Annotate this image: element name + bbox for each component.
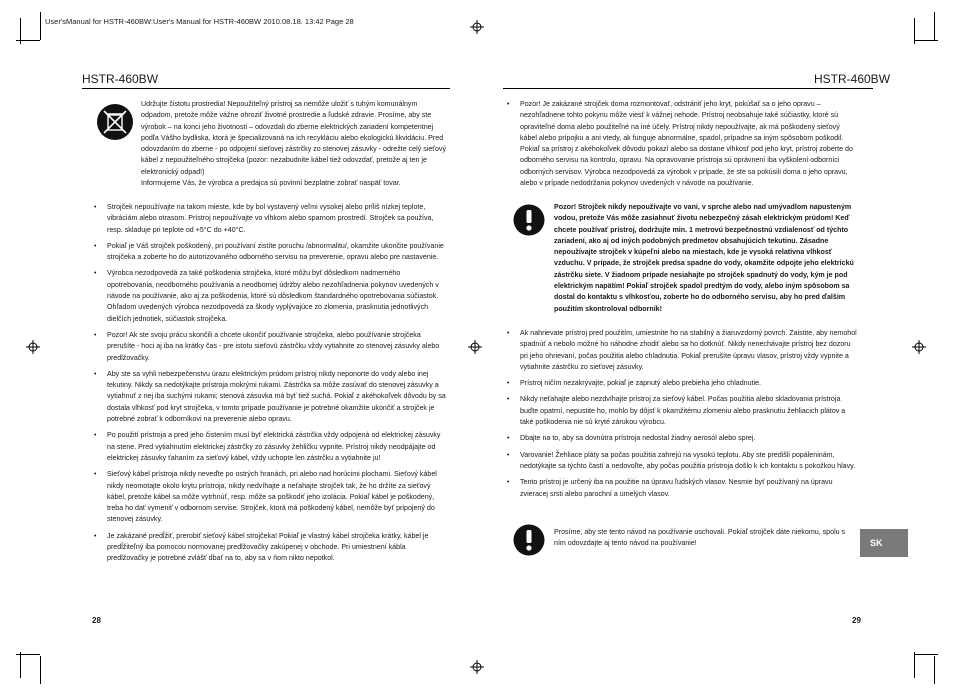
warning-bold-text: Pozor! Strojček nikdy nepoužívajte vo vani, v sprche alebo nad umývadlom napusteným vodou, pretože Vás môže zasiahnuť životu nebezpečný zásah elektrickým prúdom! Keď chcete používať prístroj, dodržujte min. 1 metrovú bezpečnostnú vzdialenosť od týchto zariadení, ako aj od iných podobných predmetov obsahujúcich tekutinu. Zásadne nepoužívajte strojček v kúpeľni alebo na miestach, kde je vysoká relatívna vlhkosť vzduchu. V prípade, že strojček predsa spadne do vody, okamžite odpojte jeho elektrickú zástrčku siete. V žiadnom prípade nesiahajte po strojček spadnutý do vody, kým je pod elektrickým napätím! Pokiaľ strojček spadol predtým do vody, alebo iným spôsobom sa dostal do kontaktu s vlhkosťou, zoberte ho do odborného servisu, aby ho pred ďalším použitím skontroloval odborník! bbox=[554, 203, 854, 313]
list-item: • Pokiaľ je Váš strojček poškodený, pri používaní zistíte poruchu /abnormalitu/, okamžite ukončite používanie strojčeka a zoberte ho do autorizovaného odborného servisu na preverenie, opravu alebo pre nastavenie. bbox=[107, 241, 447, 264]
registration-mark-icon bbox=[470, 20, 484, 34]
list-item: • Pozor! Je zakázané strojček doma rozmontovať, odstrániť jeho kryt, pokúšať sa o jeho opravu – nezohľadnene tohto pokynu môže viesť k vážnej nehode. Prístroj neobsahuje také súčiastky, ktoré sú opraviteľné doma alebo použiteľné na iné účely. Prístroj nikdy nepoužívajte, ak má poškodený sieťový kábel alebo prípojku a ani vtedy, ak funguje abnormálne, spadol, prípadne sa iným spôsobom poškodil. Pokiaľ sa prístroj z akéhokoľvek dôvodu pokazí alebo sa dostane vlhkosť pod jeho kryt, prístroj zoberte do odborného servisu na kontrolu, opravu. Na opravovanie prístroja sú oprávnení iba vyškolení odborníci odborných servisov. Výrobca nezodpovedá za výrobok v prípade, že ste sa pokúsili doma o jeho opravu, alebo v prípade nedodržania pokynov uvedených v návode na používanie. bbox=[520, 99, 858, 189]
list-item: • Tento prístroj je určený iba na použitie na úpravu ľudských vlasov. Nesmie byť používaný na úpravu zvieracej srsti alebo parochní a umelých vlasov. bbox=[520, 477, 858, 500]
warning-exclamation-icon bbox=[513, 524, 545, 556]
recycle-text-2: Informujeme Vás, že výrobca a predajca sú povinní bezplatne zobrať naspäť tovar. bbox=[141, 179, 401, 188]
left-model-title: HSTR-460BW bbox=[82, 72, 159, 86]
right-header-rule bbox=[503, 88, 873, 89]
list-item: • Po použití prístroja a pred jeho čistením musí byť elektrická zástrčka vždy odpojená od elektrickej zásuvky na stene. Pred vytiahnutím elektrickej zástrčky zo zásuvky žehličku vypnite. Prístroj nikdy neodpájajte od elektrickej zásuvky ťahaním za sieťový kábel, vždy uchopte len zástrčku a vytiahnite ju! bbox=[107, 430, 447, 464]
registration-mark-icon bbox=[26, 340, 40, 354]
right-model-title: HSTR-460BW bbox=[814, 72, 891, 86]
crop-mark bbox=[20, 652, 21, 678]
list-item: • Je zakázané predĺžiť, prerobiť sieťový kábel strojčeka! Pokiaľ je vlastný kábel strojčeka krátky, kábel je predĺžiteľný iba pomocou normovanej predlžovačky zakúpenej v obchode. Pri umiestnení kábla predlžovačky je potrebné zvlášť dbať na to, aby sa v ňom nikto nepotkol. bbox=[107, 531, 447, 565]
right-page-number: 29 bbox=[852, 616, 861, 625]
list-item: • Strojček nepoužívajte na takom mieste, kde by bol vystavený veľmi vysokej alebo príliš nízkej teplote, vibráciám alebo otrasom. Prístroj nepoužívajte vo vlhkom alebo sparnom prostredí. Strojček sa používa, resp. skladuje pri teplote od +5°C do +40°C. bbox=[107, 202, 447, 236]
left-header-rule bbox=[82, 88, 450, 89]
registration-mark-icon bbox=[912, 340, 926, 354]
crop-mark bbox=[16, 40, 40, 41]
print-header: User'sManual for HSTR-460BW:User's Manual for HSTR-460BW 2010.08.18. 13:42 Page 28 bbox=[45, 17, 354, 26]
left-page-number: 28 bbox=[92, 616, 101, 625]
list-item: • Sieťový kábel prístroja nikdy neveďte po ostrých hranách, pri alebo nad horúcimi plochami. Sieťový kábel nikdy neomotajte okolo krytu prístroja, nikdy nedvíhajte a neťahajte strojček tak, že ho držíte za sieťový kábel, pretože kábel sa môže vytrhnúť, resp. môže sa poškodiť jeho izolácia. Pokiaľ kábel je poškodený, treba ho dať vymeniť v odbornom servise. Strojček, ktorá má poškodený kábel, nemôže byť pripojený do stenovej zásuvky. bbox=[107, 469, 447, 525]
registration-mark-icon bbox=[468, 340, 482, 354]
warning-exclamation-icon bbox=[513, 204, 545, 236]
list-item: • Nikdy neťahajte alebo nezdvíhajte prístroj za sieťový kábel. Počas použitia alebo skladovania prístroja buďte opatrní, nepustite ho, mohlo by dôjsť k okamžitému zlomeniu alebo prasknutiu žehliacich plátov a také poškodenia nie sú kryté zárukou výrobcu. bbox=[520, 394, 858, 428]
registration-mark-icon bbox=[470, 660, 484, 674]
list-item: • Varovanie! Žehliace pláty sa počas použitia zahrejú na vysokú teplotu. Aby ste predišli popáleninám, nedotýkajte sa týchto častí a nedovoľte, aby počas použitia prístroja došlo k ich kontaktu s pokožkou hlavy. bbox=[520, 450, 858, 473]
crop-mark bbox=[914, 652, 915, 678]
crop-mark bbox=[934, 12, 935, 40]
list-item: • Ak nahrievate prístroj pred použitím, umiestnite ho na stabilný a žiaruvzdorný povrch. Zaistite, aby nemohol spadnúť a nebolo možné ho náhodne zhodiť alebo sa ho dotknúť. Nikdy nenechávajte prístroj bez dozoru pri jeho ohrievaní, počas použitia alebo chladnutia. Pokiaľ prerušíte úpravu vlasov, prístroj vždy vypnite a vytiahnite zástrčku zo sieťovej zásuvky. bbox=[520, 328, 858, 373]
left-bullet-list bbox=[107, 202, 447, 570]
right-bullet-list bbox=[520, 328, 858, 505]
right-top-list bbox=[520, 99, 858, 194]
crossed-bin-icon bbox=[96, 103, 134, 141]
list-item: • Prístroj ničím nezakrývajte, pokiaľ je zapnutý alebo prebieha jeho chladnutie. bbox=[520, 378, 858, 389]
language-tab: SK bbox=[860, 529, 908, 557]
crop-mark bbox=[16, 654, 40, 655]
list-item: • Výrobca nezodpovedá za také poškodenia strojčeka, ktoré môžu byť dôsledkom nadmerného opotrebovania, neodborného používania a neodbornej údržby alebo nezohľadnenia pokynov uvedených v návode na používanie, ako aj za poškodenia, ktoré sú dôsledkom štandardného opotrebovania súčiastok. Ohľadom uvedených výrobca nezodpovedá za škody vyplývajúce zo zlomenia, prasknutia jednotlivých dielčích jednotiek, súčiastok strojčeka. bbox=[107, 268, 447, 324]
final-note: Prosíme, aby ste tento návod na používanie uschovali. Pokiaľ strojček dáte niekomu, spolu s ním odovzdajte aj tento návod na používanie! bbox=[554, 528, 846, 548]
crop-mark bbox=[40, 656, 41, 684]
list-item: • Aby ste sa vyhli nebezpečenstvu úrazu elektrickým prúdom prístroj nikdy neponorte do vody alebo inej tekutiny. Nikdy sa nedotýkajte prístroja mokrými rukami. Zástrčka sa môže zasúvať do stenovej zásuvky a vytiahnuť z nej iba suchými rukami; stenová zásuvka má byť tiež suchá. Pokiaľ z akéhokoľvek dôvodu by sa dostala vlhkosť pod kryt strojčeka, v tomto prípade používanie je potrebné okamžite ukončiť a strojček je potrebné zobrať k odborníkovi na preverenie alebo opravu. bbox=[107, 369, 447, 425]
recycle-notice bbox=[141, 99, 446, 189]
crop-mark bbox=[40, 12, 41, 40]
list-item: • Pozor! Ak ste svoju prácu skončili a chcete ukončiť používanie strojčeka, alebo používanie strojčeka prerušíte - hoci aj iba na krátky čas - pre istotu sieťovú zástrčku vždy vytiahnite zo stenovej zásuvky alebo predlžovačky. bbox=[107, 330, 447, 364]
crop-mark bbox=[914, 654, 938, 655]
list-item: • Dbajte na to, aby sa dovnútra prístroja nedostal žiadny aerosól alebo sprej. bbox=[520, 433, 858, 444]
crop-mark bbox=[914, 40, 938, 41]
crop-mark bbox=[934, 656, 935, 684]
recycle-text: Udržujte čistotu prostredia! Nepoužiteľný prístroj sa nemôže uložiť s tuhým komunálnym odpadom, pretože môže vážne ohroziť životné prostredie a ľudské zdravie. Prosíme, aby ste výrobok – na konci jeho životnosti – odovzdali do zberne elektrických zariadení kompetentnej podľa Vášho bydliska, ktorá je špecializovaná na ich recykláciu alebo ekologickú likvidáciu. Pred odovzdaním do zberne - po odpojení sieťovej zástrčky zo stenovej zásuvky - odrežte celý sieťový kábel z nepoužiteľného strojčeka (pozor: nezabudnite kábel tiež odovzdať, pretože aj ten je elektronický odpad!) bbox=[141, 100, 446, 176]
